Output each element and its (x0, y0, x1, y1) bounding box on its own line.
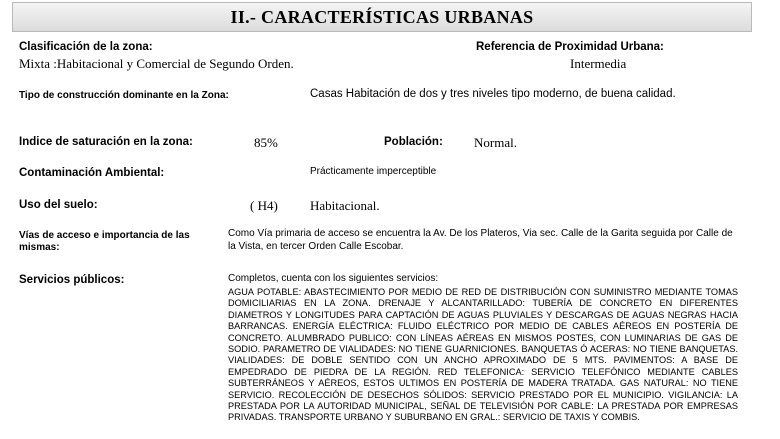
section-header (12, 2, 752, 32)
poblacion-label: Población: (384, 136, 443, 148)
contaminacion-value: Prácticamente imperceptible (310, 166, 437, 177)
uso-suelo-value: Habitacional. (310, 198, 380, 213)
servicios-detail: AGUA POTABLE: ABASTECIMIENTO POR MEDIO DE RED DE DISTRIBUCIÓN CON SUMINISTRO MEDIANTE TOMAS DOMICILIARIAS EN LA ZONA. DRENAJE Y ALCANTARILLADO: TUBERÍA DE CONCRETO EN DIFERENTES DIAMETROS Y LONGITUDES PARA CAPTACIÓN DE AGUAS PLUVIALES Y DESCARGAS DE AGUAS NEGRAS HACIA BARRANCAS. ENERGÍA ELÉCTRICA: FLUIDO ELÉCTRICO POR MEDIO DE CABLES AÉREOS EN POSTERÍA DE CONCRETO. ALUMBRADO PUBLICO: CON LÍNEAS AÉREAS EN MISMOS POSTES, CON LUMINARIAS DE GAS DE SODIO. PARAMETRO DE VIALIDADES: NO TIENE GUARNICIONES. BANQUETAS Ó ACERAS: NO TIENE BANQUETAS. VIALIDADES: DE DOBLE SENTIDO CON UN ANCHO APROXIMADO DE 5 MTS. PAVIMENTOS: A BASE DE EMPEDRADO DE PIEDRA DE LA REGIÓN. RED TELEFONICA: SERVICIO TELEFÓNICO MEDIANTE CABLES SUBTERRÁNEOS Y AÉREOS, ESTOS ULTIMOS EN POSTERÍA DE MADERA TRATADA. GAS NATURAL: NO TIENE SERVICIO. RECOLECCIÓN DE DESECHOS SÓLIDOS: SERVICIO PRESTADO POR EL MUNICIPIO. VIGILANCIA: LA PRESTADA POR LA AUTORIDAD MUNICIPAL, SEÑAL DE TELEVISIÓN POR CABLE: LA PRESTADA POR EMPRESAS PRIVADAS. TRANSPORTE URBANO Y SUBURBANO EN GRAL.: SERVICIO DE TAXIS Y COMBIS. (228, 287, 738, 423)
section-title: II.- CARACTERÍSTICAS URBANAS (230, 7, 534, 27)
referencia-value: Intermedia (570, 56, 627, 71)
referencia-label: Referencia de Proximidad Urbana: (476, 41, 664, 53)
vias-acceso-label: Vías de acceso e importancia de las mismas: (19, 230, 190, 253)
tipo-construccion-value: Casas Habitación de dos y tres niveles tipo moderno, de buena calidad. (310, 88, 676, 100)
saturacion-label: Indice de saturación en la zona: (19, 136, 193, 148)
poblacion-value: Normal. (474, 135, 517, 150)
vias-acceso-value: Como Vía primaria de acceso se encuentra la Av. De los Plateros, Via sec. Calle de la Garita seguida por Calle de la Vista, en tercer Orden Calle Escobar. (228, 228, 733, 252)
clasificacion-value: Mixta :Habitacional y Comercial de Segundo Orden. (19, 56, 294, 71)
contaminacion-label: Contaminación Ambiental: (19, 167, 165, 179)
saturacion-value: 85% (254, 135, 278, 150)
clasificacion-label: Clasificación de la zona: (19, 41, 153, 53)
uso-suelo-label: Uso del suelo: (19, 199, 98, 211)
tipo-construccion-label: Tipo de construcción dominante en la Zona: (19, 90, 229, 101)
servicios-intro: Completos, cuenta con los siguientes servicios: (228, 273, 439, 284)
uso-suelo-code: ( H4) (250, 198, 278, 213)
servicios-label: Servicios públicos: (19, 274, 125, 286)
